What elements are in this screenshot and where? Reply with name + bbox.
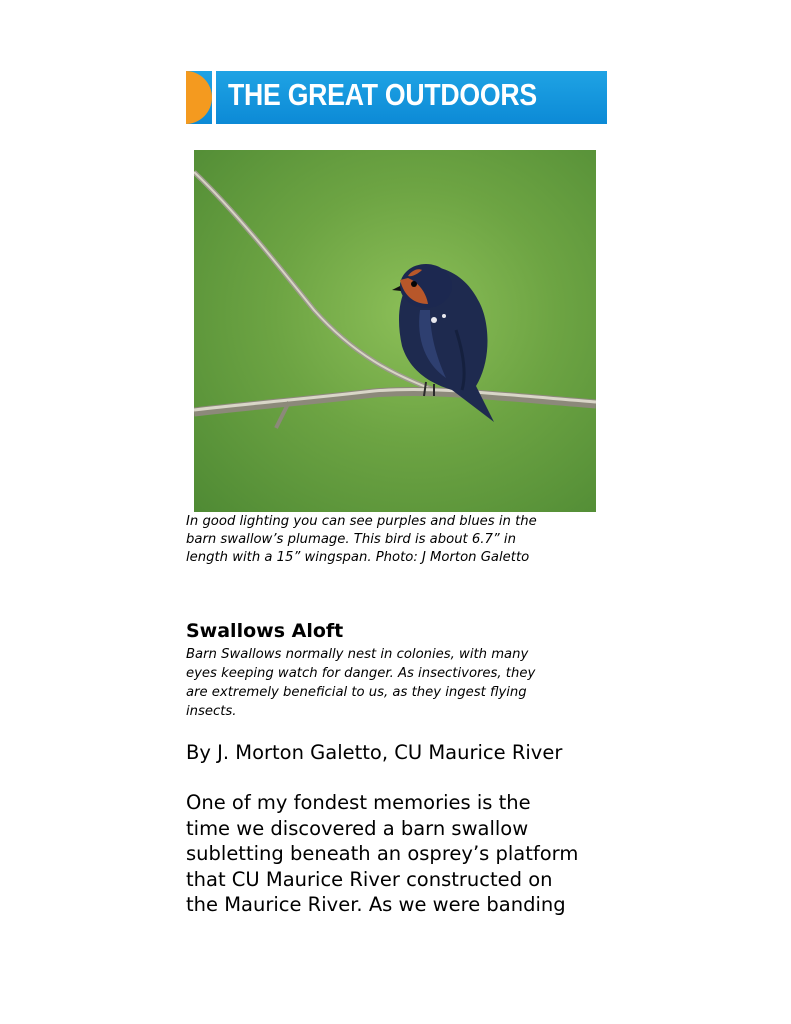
body-line: the Maurice River. As we were banding bbox=[186, 893, 566, 916]
deck-line: insects. bbox=[186, 704, 237, 719]
photo-illustration bbox=[194, 150, 596, 512]
caption-line: length with a 15” wingspan. Photo: J Morton Galetto bbox=[186, 550, 530, 565]
article-body bbox=[186, 790, 626, 918]
barn-swallow bbox=[392, 264, 494, 422]
sun-logo-shape bbox=[186, 71, 212, 124]
banner-divider bbox=[212, 71, 216, 124]
section-banner bbox=[186, 71, 607, 124]
deck-line: are extremely beneficial to us, as they ingest flying bbox=[186, 685, 527, 700]
body-line: One of my fondest memories is the bbox=[186, 791, 531, 814]
article-heading: Swallows Aloft bbox=[186, 620, 344, 642]
deck-line: Barn Swallows normally nest in colonies, with many bbox=[186, 647, 529, 662]
photo-caption bbox=[186, 513, 616, 567]
banner-title: THE GREAT OUTDOORS bbox=[228, 77, 537, 112]
main-branch bbox=[194, 391, 596, 412]
caption-line: In good lighting you can see purples and blues in the bbox=[186, 514, 537, 529]
article-deck bbox=[186, 645, 616, 721]
barn-swallow-photo bbox=[194, 150, 596, 512]
diagonal-twig bbox=[194, 172, 434, 390]
body-line: subletting beneath an osprey’s platform bbox=[186, 842, 579, 865]
body-line: that CU Maurice River constructed on bbox=[186, 867, 553, 891]
deck-line: eyes keeping watch for danger. As insectivores, they bbox=[186, 666, 536, 681]
article-byline: By J. Morton Galetto, CU Maurice River bbox=[186, 741, 563, 764]
caption-line: barn swallow’s plumage. This bird is about 6.7” in bbox=[186, 532, 516, 547]
body-line: time we discovered a barn swallow bbox=[186, 816, 529, 840]
